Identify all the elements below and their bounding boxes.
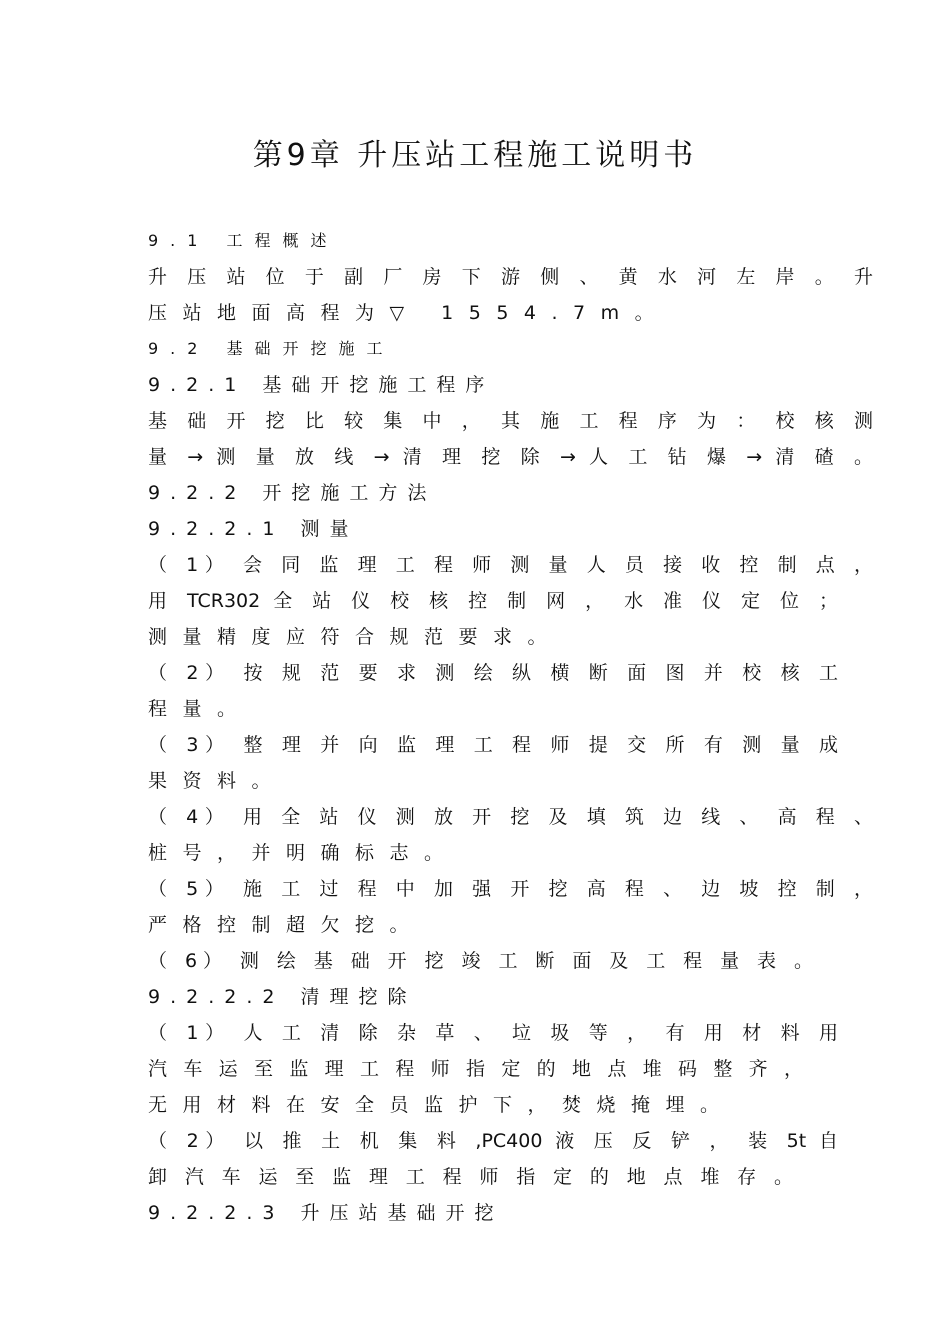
- subsection-heading-9-2-2-3: 9.2.2.3 升压站基础开挖: [148, 1202, 504, 1224]
- list-item-line: 无用材料在安全员监护下，焚烧掩埋。: [148, 1094, 735, 1116]
- chapter-title: 第9章 升压站工程施工说明书: [252, 138, 698, 173]
- paragraph-line: 压站地面高程为▽ 1554.7m。: [148, 302, 670, 324]
- list-item-line: 严格控制超欠挖。: [148, 914, 425, 936]
- list-item-line: （ 5） 施 工 过 程 中 加 强 开 挖 高 程 、 边 坡 控 制 ，: [148, 878, 873, 900]
- list-item-line: （ 2） 以 推 土 机 集 料 ,PC400 液 压 反 铲 ， 装 5t 自: [148, 1130, 838, 1152]
- section-heading-9-2: 9.2 基础开挖施工: [148, 339, 395, 358]
- subsection-heading-9-2-2-1: 9.2.2.1 测量: [148, 518, 359, 540]
- list-item-line: 卸 汽 车 运 至 监 理 工 程 师 指 定 的 地 点 堆 存 。: [148, 1166, 793, 1188]
- list-item-line: 用 TCR302 全 站 仪 校 核 控 制 网 ， 水 准 仪 定 位 ；: [148, 590, 838, 612]
- paragraph-line: 量 → 测 量 放 线 → 清 理 挖 除 → 人 工 钻 爆 → 清 碴 。: [148, 446, 873, 468]
- list-item-line: 汽 车 运 至 监 理 工 程 师 指 定 的 地 点 堆 码 整 齐 ，: [148, 1058, 803, 1080]
- list-item-line: （ 2） 按 规 范 要 求 测 绘 纵 横 断 面 图 并 校 核 工: [148, 662, 838, 684]
- list-item-line: （ 1） 人 工 清 除 杂 草 、 垃 圾 等 ， 有 用 材 料 用: [148, 1022, 838, 1044]
- list-item-line: 程量。: [148, 698, 252, 720]
- subsection-heading-9-2-2-2: 9.2.2.2 清理挖除: [148, 986, 417, 1008]
- subsection-heading-9-2-2: 9.2.2 开挖施工方法: [148, 482, 437, 504]
- paragraph-line: 升 压 站 位 于 副 厂 房 下 游 侧 、 黄 水 河 左 岸 。 升: [148, 266, 873, 288]
- list-item-line: （ 4） 用 全 站 仪 测 放 开 挖 及 填 筑 边 线 、 高 程 、: [148, 806, 873, 828]
- list-item-line: 桩号，并明确标志。: [148, 842, 459, 864]
- list-item-line: 测量精度应符合规范要求。: [148, 626, 563, 648]
- list-item-line: （ 6） 测 绘 基 础 开 挖 竣 工 断 面 及 工 程 量 表 。: [148, 950, 813, 972]
- paragraph-line: 基 础 开 挖 比 较 集 中 ， 其 施 工 程 序 为 ： 校 核 测: [148, 410, 873, 432]
- list-item-line: （ 1） 会 同 监 理 工 程 师 测 量 人 员 接 收 控 制 点 ，: [148, 554, 873, 576]
- subsection-heading-9-2-1: 9.2.1 基础开挖施工程序: [148, 374, 495, 396]
- list-item-line: 果资料。: [148, 770, 287, 792]
- section-heading-9-1: 9.1 工程概述: [148, 231, 339, 250]
- list-item-line: （ 3） 整 理 并 向 监 理 工 程 师 提 交 所 有 测 量 成: [148, 734, 838, 756]
